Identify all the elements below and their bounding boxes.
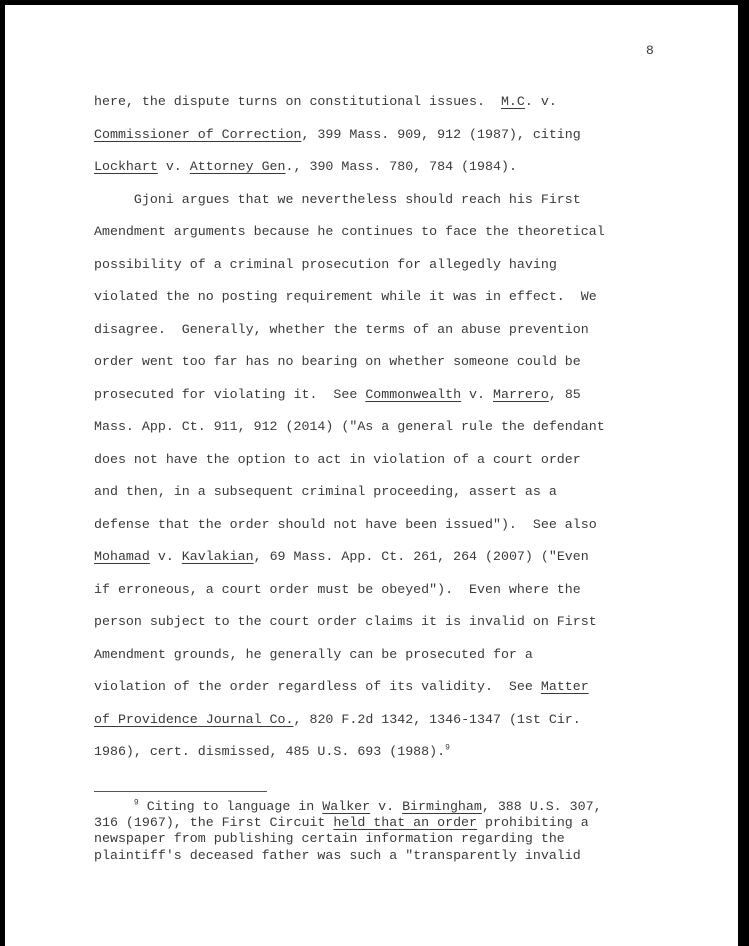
case-name: Marrero bbox=[493, 386, 549, 402]
body-line bbox=[94, 704, 694, 737]
body-line bbox=[94, 379, 694, 412]
text-run: 1986), cert. dismissed, 485 U.S. 693 (1988). bbox=[94, 744, 446, 759]
case-name: Birmingham bbox=[402, 799, 482, 814]
footnote-line bbox=[94, 799, 694, 815]
case-name: Attorney Gen bbox=[189, 159, 286, 174]
text-run: , 820 F.2d 1342, 1346-1347 (1st Cir. bbox=[293, 711, 581, 727]
text-run: v. bbox=[157, 159, 190, 174]
text-run bbox=[94, 799, 134, 814]
footnote-line bbox=[94, 831, 694, 847]
case-name: Commissioner of Correction bbox=[94, 126, 302, 142]
body-line bbox=[94, 216, 694, 249]
footnote-line bbox=[94, 815, 694, 831]
footnote-line bbox=[94, 848, 694, 864]
body-line bbox=[94, 444, 694, 477]
body-text bbox=[94, 86, 694, 769]
footnote-marker: 9 bbox=[133, 798, 139, 808]
body-line bbox=[94, 86, 694, 119]
footnote bbox=[94, 799, 694, 864]
text-run: prohibiting a bbox=[477, 815, 589, 831]
body-line bbox=[94, 184, 694, 217]
body-line bbox=[94, 314, 694, 347]
text-run: , 69 Mass. App. Ct. 261, 264 (2007) ("Even bbox=[253, 549, 589, 564]
body-line bbox=[94, 509, 694, 542]
text-run: does not have the option to act in violation of a court order bbox=[94, 451, 581, 467]
text-run: v. bbox=[149, 549, 182, 564]
text-run: , 85 bbox=[548, 386, 581, 402]
text-run: and then, in a subsequent criminal proceeding, assert as a bbox=[94, 484, 557, 499]
body-line bbox=[94, 281, 694, 314]
text-run: person subject to the court order claims it is invalid on First bbox=[94, 614, 597, 629]
case-name: Mohamad bbox=[94, 549, 150, 564]
case-name: Matter bbox=[540, 679, 589, 694]
body-line bbox=[94, 346, 694, 379]
text-run: Amendment grounds, he generally can be prosecuted for a bbox=[94, 646, 533, 662]
text-run: . v. bbox=[524, 94, 557, 109]
text-run: defense that the order should not have been issued"). See also bbox=[94, 516, 597, 532]
text-run: order went too far has no bearing on whether someone could be bbox=[94, 354, 581, 369]
text-run: 316 (1967), the First Circuit bbox=[94, 815, 334, 831]
page-number: 8 bbox=[646, 43, 654, 58]
footnote-separator bbox=[94, 791, 267, 792]
text-run: possibility of a criminal prosecution for allegedly having bbox=[94, 256, 557, 272]
body-line bbox=[94, 411, 694, 444]
body-line bbox=[94, 119, 694, 152]
text-run: ., 390 Mass. 780, 784 (1984). bbox=[285, 159, 517, 174]
body-line bbox=[94, 736, 694, 769]
text-run: , 399 Mass. 909, 912 (1987), citing bbox=[301, 126, 581, 142]
body-line bbox=[94, 476, 694, 509]
text-run: , 388 U.S. 307, bbox=[481, 799, 602, 814]
case-name: Commonwealth bbox=[365, 386, 462, 402]
text-run: Amendment arguments because he continues to face the theoretical bbox=[94, 224, 605, 239]
case-name: M.C bbox=[500, 94, 525, 109]
body-line bbox=[94, 639, 694, 672]
case-name: Kavlakian bbox=[181, 549, 254, 564]
body-line bbox=[94, 671, 694, 704]
text-run: violated the no posting requirement while it was in effect. We bbox=[94, 289, 597, 304]
text-run: prosecuted for violating it. See bbox=[94, 386, 366, 402]
text-run: Citing to language in bbox=[138, 799, 323, 814]
footnote-marker: 9 bbox=[445, 743, 450, 753]
document-page bbox=[5, 5, 738, 946]
text-run: disagree. Generally, whether the terms of an abuse prevention bbox=[94, 321, 589, 337]
body-line bbox=[94, 249, 694, 282]
case-name: Lockhart bbox=[94, 159, 158, 174]
text-run: v. bbox=[461, 386, 493, 402]
text-run: newspaper from publishing certain information regarding the bbox=[94, 831, 565, 847]
text-run: v. bbox=[370, 799, 403, 814]
body-line bbox=[94, 541, 694, 574]
text-run: if erroneous, a court order must be obeyed"). Even where the bbox=[94, 581, 581, 597]
body-line bbox=[94, 574, 694, 607]
case-name: held that an order bbox=[333, 815, 478, 831]
case-name: of Providence Journal Co. bbox=[94, 711, 294, 727]
case-name: Walker bbox=[322, 799, 371, 814]
body-line bbox=[94, 606, 694, 639]
text-run: Mass. App. Ct. 911, 912 (2014) ("As a general rule the defendant bbox=[94, 419, 605, 434]
text-run: violation of the order regardless of its validity. See bbox=[94, 679, 541, 694]
text-run: Gjoni argues that we nevertheless should reach his First bbox=[94, 191, 581, 207]
body-line bbox=[94, 151, 694, 184]
text-run: plaintiff's deceased father was such a "transparently invalid bbox=[94, 847, 581, 863]
text-run: here, the dispute turns on constitutional issues. bbox=[94, 94, 501, 109]
